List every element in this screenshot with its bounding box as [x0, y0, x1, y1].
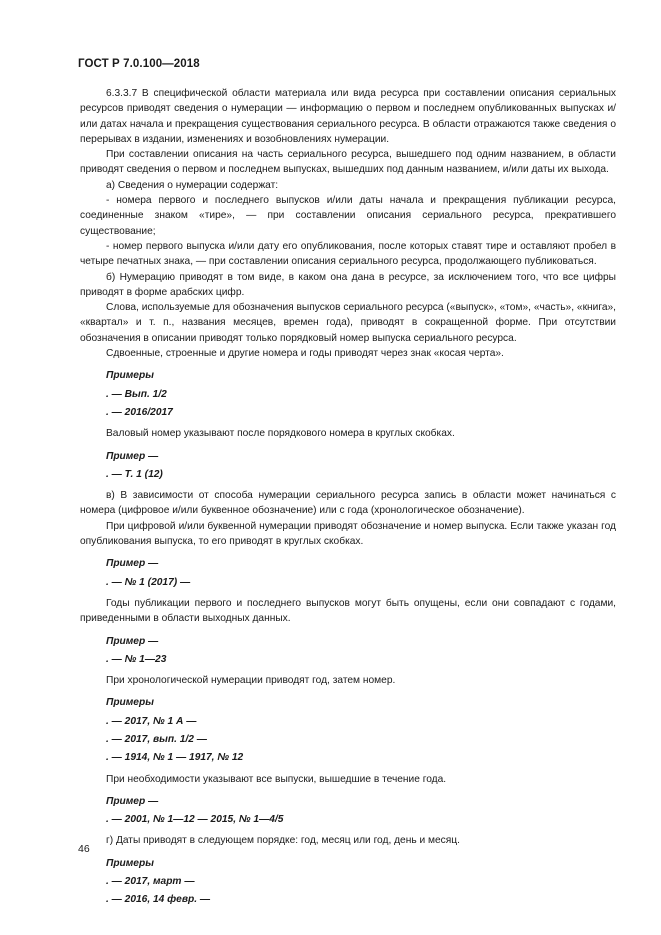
example-line: . — № 1—23: [106, 653, 167, 665]
paragraph: При цифровой и/или буквенной нумерации приводят обозначение и номер выпуска. Если также указан год опубликования выпуска, то его приводят в круглых скобках.: [80, 520, 616, 548]
example-label: Примеры: [106, 857, 154, 869]
paragraph: При составлении описания на часть сериального ресурса, вышедшего под одним названием, в области приводят сведения о первом и последнем выпусках, вышедших под данным названием, и/или даты их выхода.: [80, 149, 616, 176]
example-line: . — 2017, вып. 1/2 —: [106, 733, 207, 745]
example-line: . — Вып. 1/2: [106, 388, 167, 400]
list-item: - номера первого и последнего выпусков и/или даты начала и прекращения публикации ресурса, соединенные знаком «тире», — при составлении описания сериального ресурса, прекратившего существование;: [80, 195, 616, 237]
example-label: Пример —: [106, 558, 159, 570]
example-line: . — 2017, март —: [106, 876, 195, 888]
paragraph: Годы публикации первого и последнего выпусков могут быть опущены, если они совпадают с годами, приведенными в области выходных данных.: [80, 597, 616, 625]
example-label: Пример —: [106, 635, 159, 647]
paragraph: При необходимости указывают все выпуски, вышедшие в течение года.: [106, 773, 447, 785]
paragraph: Сдвоенные, строенные и другие номера и годы приводят через знак «косая черта».: [106, 348, 504, 360]
example-line: . — № 1 (2017) —: [106, 576, 191, 588]
paragraph: Слова, используемые для обозначения выпусков сериального ресурса («выпуск», «том», «часть», «книга», «квартал» и т. п., названия месяцев, времен года), приводят в сокращенной форме. При отсутствии обозначения в описании приводят только порядковый номер выпуска сериального ресурса.: [80, 302, 616, 344]
example-line: . — 2017, № 1 А —: [106, 715, 197, 727]
paragraph: в) В зависимости от способа нумерации сериального ресурса запись в области может начинаться с номера (цифровое и/или буквенное обозначение) или с года (хронологическое обозначение).: [80, 490, 616, 517]
example-line: . — Т. 1 (12): [106, 468, 163, 480]
example-label: Примеры: [106, 697, 154, 709]
example-line: . — 2001, № 1—12 — 2015, № 1—4/5: [106, 814, 284, 826]
example-label: Примеры: [106, 370, 154, 382]
paragraph: г) Даты приводят в следующем порядке: год, месяц или год, день и месяц.: [106, 835, 460, 847]
example-label: Пример —: [106, 795, 159, 807]
document-body: [80, 86, 616, 908]
example-line: . — 2016/2017: [106, 406, 173, 418]
example-label: Пример —: [106, 450, 159, 462]
example-line: . — 1914, № 1 — 1917, № 12: [106, 752, 244, 764]
document-header: ГОСТ Р 7.0.100—2018: [78, 58, 200, 70]
paragraph: При хронологической нумерации приводят год, затем номер.: [106, 675, 396, 687]
page-number: 46: [78, 843, 90, 855]
list-item: - номер первого выпуска и/или дату его опубликования, после которых ставят тире и оставляют пробел в четыре печатных знака, — при составлении описания сериального ресурса, продолжающего публиковаться.: [80, 240, 616, 268]
example-line: . — 2016, 14 февр. —: [106, 894, 211, 906]
paragraph: Валовый номер указывают после порядкового номера в круглых скобках.: [106, 428, 455, 440]
paragraph: б) Нумерацию приводят в том виде, в каком она дана в ресурсе, за исключением того, что все цифры приводят в форме арабских цифр.: [80, 271, 616, 298]
paragraph: 6.3.3.7 В специфической области материала или вида ресурса при составлении описания сериальных ресурсов приводят сведения о нумерации — информацию о первом и последнем опубликованных выпусках и/или датах начала и прекращения существования сериального ресурса. В области отражаются также сведения о перерывах в издании, изменениях и возобновлениях нумерации.: [80, 88, 616, 145]
list-intro: а) Сведения о нумерации содержат:: [106, 179, 279, 191]
